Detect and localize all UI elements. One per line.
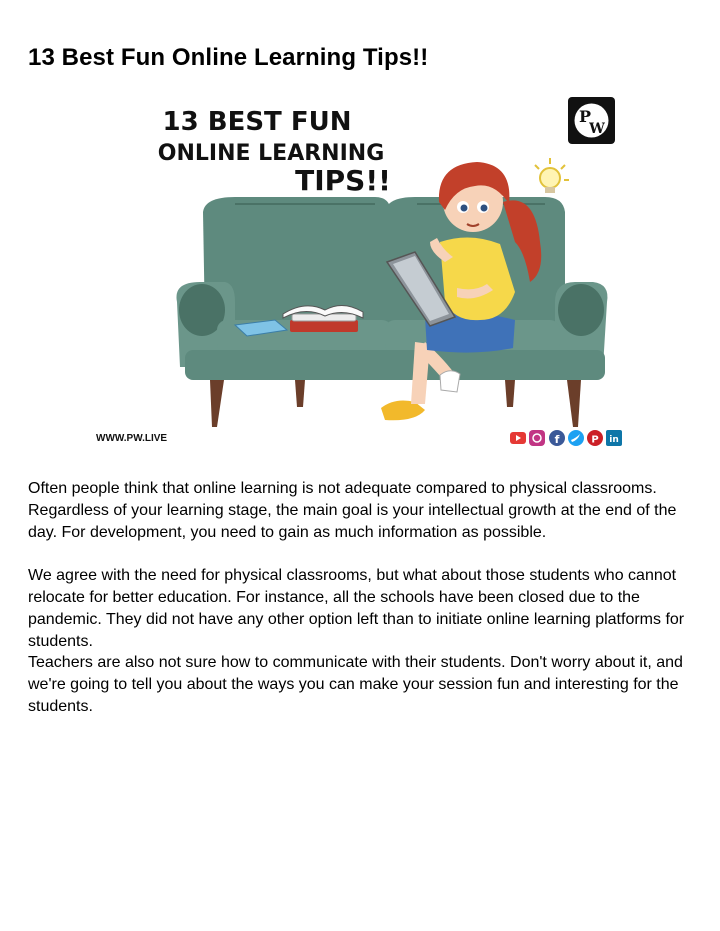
paragraph: We agree with the need for physical classrooms, but what about those students who cannot relocate for better education. For instance, all the schools have been closed due to the pandemic. They did not have any other option left than to initiate online learning platforms for students. bbox=[28, 567, 685, 650]
svg-text:P: P bbox=[591, 434, 599, 446]
svg-text:W: W bbox=[589, 121, 605, 137]
banner-image bbox=[85, 92, 630, 454]
twitter-icon bbox=[568, 430, 584, 446]
social-icons bbox=[510, 430, 622, 446]
facebook-icon bbox=[549, 430, 565, 446]
svg-text:P: P bbox=[578, 107, 592, 126]
svg-text:in: in bbox=[609, 435, 619, 445]
paragraph: Often people think that online learning is not adequate compared to physical classrooms. Regardless of your learning stage, the main goal is your intellectual growth at the end of the day. For development, you need to gain as much information as possible. bbox=[28, 480, 677, 541]
instagram-icon bbox=[529, 430, 545, 446]
paragraph: Teachers are also not sure how to communicate with their students. Don't worry about it, and we're going to tell you about the ways you can make your session fun and interesting for the students. bbox=[28, 654, 683, 715]
pw-logo bbox=[568, 97, 615, 144]
sofa-illustration bbox=[176, 197, 607, 427]
article-body bbox=[28, 478, 688, 718]
banner-heading-line1: 13 BEST FUN bbox=[162, 107, 352, 137]
banner-heading-line3: TIPS!! bbox=[295, 164, 391, 197]
pinterest-icon bbox=[587, 430, 603, 446]
banner-heading-line2: ONLINE LEARNING bbox=[157, 141, 385, 166]
lightbulb-icon bbox=[535, 158, 569, 193]
paragraph-spacer bbox=[28, 543, 688, 565]
website-label: WWW.PW.LIVE bbox=[96, 433, 168, 444]
page-title: 13 Best Fun Online Learning Tips!! bbox=[28, 44, 429, 71]
linkedin-icon bbox=[606, 430, 622, 446]
svg-text:f: f bbox=[554, 433, 560, 446]
youtube-icon bbox=[510, 432, 526, 444]
